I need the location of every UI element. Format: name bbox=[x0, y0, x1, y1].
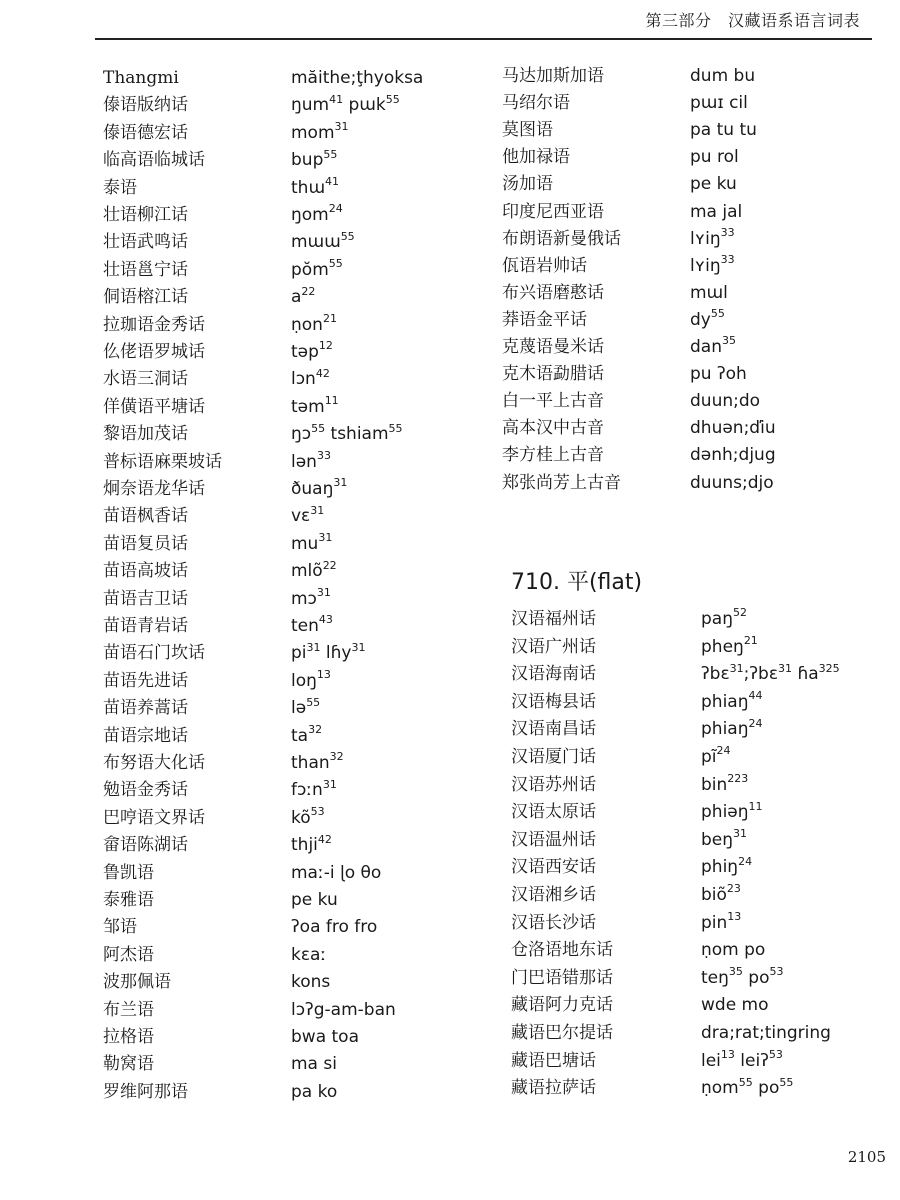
entry-pronunciation: thɯ$^{41}$ bbox=[291, 174, 339, 198]
entry-language: 泰雅语 bbox=[103, 890, 154, 910]
entry-language: 苗语石门坎话 bbox=[103, 643, 205, 664]
entry-language: 藏语拉萨话 bbox=[511, 1078, 596, 1099]
entry-language: 苗语宗地话 bbox=[103, 725, 188, 746]
entry-pronunciation: dum bu bbox=[690, 66, 756, 86]
entry-pronunciation: teŋ$^{35}$ $po^{53}$ bbox=[701, 965, 784, 988]
entry-pronunciation: pe ku bbox=[690, 174, 737, 195]
entry-pronunciation: lɔn$^{42}$ bbox=[291, 366, 330, 390]
entry-language: 门巴语错那话 bbox=[511, 967, 613, 988]
entry-pronunciation: wde mo bbox=[701, 995, 769, 1016]
entry-language: Thangmi bbox=[103, 68, 179, 88]
entry-language: 汉语长沙话 bbox=[511, 912, 596, 933]
entry-pronunciation: dhuən;ďiu bbox=[690, 418, 776, 439]
entry-language: 汉语西安话 bbox=[511, 857, 596, 878]
entry-language: 鲁凯语 bbox=[103, 862, 154, 883]
entry-language: 临高语临城话 bbox=[103, 150, 205, 171]
section-heading: 710. 平(flat) bbox=[511, 570, 643, 595]
entry-language: 汉语广州话 bbox=[511, 636, 596, 657]
entry-language: 克蔑语曼米话 bbox=[502, 337, 604, 357]
entry-language: 藏语阿力克话 bbox=[511, 995, 613, 1016]
entry-pronunciation: pŏm$^{55}$ bbox=[291, 257, 343, 280]
entry-pronunciation: pa ko bbox=[291, 1081, 338, 1102]
entry-pronunciation: ten$^{43}$ bbox=[291, 613, 333, 636]
entry-pronunciation: $pi^{31}$ lɦy$^{31}$ bbox=[291, 640, 366, 664]
entry-language: 巴哼语文界话 bbox=[103, 807, 205, 828]
entry-pronunciation: vɛ$^{31}$ bbox=[291, 503, 325, 527]
header-rule bbox=[95, 38, 872, 40]
entry-pronunciation: ṇom$^{55}$ $po^{55}$ bbox=[701, 1075, 794, 1099]
entry-pronunciation: pin$^{13}$ bbox=[701, 909, 742, 933]
entry-language: 印度尼西亚语 bbox=[502, 201, 604, 222]
entry-language: 布兰语 bbox=[103, 999, 154, 1020]
entry-language: 汉语南昌话 bbox=[511, 719, 596, 740]
entry-pronunciation: paŋ$^{52}$ bbox=[701, 606, 747, 629]
entry-language: 布朗语新曼俄话 bbox=[502, 228, 621, 249]
entry-language: 仫佬语罗城话 bbox=[103, 342, 205, 362]
entry-pronunciation: thji$^{42}$ bbox=[291, 832, 332, 856]
entry-language: 邹语 bbox=[103, 917, 137, 938]
entry-pronunciation: dra;rat;tingring bbox=[701, 1023, 831, 1043]
entry-language: 壮语邕宁话 bbox=[103, 259, 188, 280]
entry-language: 汉语厦门话 bbox=[511, 747, 596, 767]
entry-language: 汉语温州话 bbox=[511, 829, 596, 850]
entry-pronunciation: mɔ$^{31}$ bbox=[291, 585, 331, 609]
entry-pronunciation: duun;do bbox=[690, 391, 761, 412]
entry-pronunciation: pɯɪ cil bbox=[690, 93, 748, 114]
entry-language: 佯僙语平塘话 bbox=[103, 396, 205, 417]
entry-language: 苗语吉卫话 bbox=[103, 588, 188, 609]
entry-pronunciation: lʏiŋ$^{33}$ bbox=[690, 253, 735, 276]
entry-pronunciation: ʔbɛ$^{31}$;ʔbɛ$^{31}$ ɦa$^{325}$ bbox=[701, 661, 840, 685]
entry-pronunciation: bwa toa bbox=[291, 1027, 359, 1047]
entry-language: 勒窝语 bbox=[103, 1054, 154, 1075]
entry-language: 侗语榕江话 bbox=[103, 287, 188, 308]
entry-language: 马达加斯加语 bbox=[502, 66, 604, 86]
entry-pronunciation: $a^{22}$ bbox=[291, 284, 316, 308]
entry-pronunciation: ŋɔ$^{55}$ tshiam$^{55}$ bbox=[291, 421, 403, 445]
entry-pronunciation: pa tu tu bbox=[690, 120, 757, 141]
entry-language: 藏语巴尔提话 bbox=[511, 1023, 613, 1043]
entry-pronunciation: phiəŋ$^{11}$ bbox=[701, 799, 763, 823]
entry-language: 莽语金平话 bbox=[502, 309, 587, 330]
entry-pronunciation: ma si bbox=[291, 1054, 337, 1075]
entry-language: 傣语版纳话 bbox=[103, 95, 188, 116]
entry-pronunciation: təm$^{11}$ bbox=[291, 394, 339, 417]
entry-language: 克木语勐腊话 bbox=[502, 364, 604, 385]
entry-pronunciation: $ta^{32}$ bbox=[291, 722, 323, 746]
entry-pronunciation: fɔːn$^{31}$ bbox=[291, 777, 337, 801]
entry-pronunciation: măithe;ţhyoksa bbox=[291, 68, 424, 88]
entry-pronunciation: dan$^{35}$ bbox=[690, 334, 736, 357]
entry-language: 布努语大化话 bbox=[103, 753, 205, 773]
entry-language: 炯奈语龙华话 bbox=[103, 479, 205, 499]
entry-language: 阿杰语 bbox=[103, 944, 154, 965]
entry-language: 苗语复员话 bbox=[103, 533, 188, 554]
entry-pronunciation: phiaŋ$^{24}$ bbox=[701, 716, 763, 740]
entry-pronunciation: pheŋ$^{21}$ bbox=[701, 633, 758, 657]
entry-language: 苗语先进话 bbox=[103, 670, 188, 691]
entry-pronunciation: mɯl bbox=[690, 282, 728, 303]
entry-language: 汉语湘乡话 bbox=[511, 885, 596, 905]
entry-language: 仓洛语地东话 bbox=[511, 940, 613, 961]
entry-pronunciation: $mu^{31}$ bbox=[291, 531, 333, 554]
entry-language: 苗语高坡话 bbox=[103, 561, 188, 582]
entry-pronunciation: biõ$^{23}$ bbox=[701, 882, 741, 905]
entry-pronunciation: phiaŋ$^{44}$ bbox=[701, 689, 763, 712]
entry-language: 佤语岩帅话 bbox=[502, 255, 587, 276]
entry-language: 黎语加茂话 bbox=[103, 424, 188, 445]
entry-language: 拉格语 bbox=[103, 1027, 154, 1047]
entry-pronunciation: lə$^{55}$ bbox=[291, 695, 321, 719]
entry-language: 汉语海南话 bbox=[511, 664, 596, 685]
entry-pronunciation: lʏiŋ$^{33}$ bbox=[690, 225, 735, 249]
running-header: 第三部分 汉藏语系语言词表 bbox=[645, 11, 860, 30]
entry-language: 畲语陈湖话 bbox=[103, 835, 188, 856]
entry-pronunciation: loŋ$^{13}$ bbox=[291, 668, 331, 691]
entry-language: 勉语金秀话 bbox=[103, 780, 188, 801]
entry-pronunciation: təp$^{12}$ bbox=[291, 339, 333, 362]
entry-pronunciation: lən$^{33}$ bbox=[291, 448, 331, 472]
entry-language: 藏语巴塘话 bbox=[511, 1050, 596, 1071]
entry-language: 普标语麻栗坡话 bbox=[103, 451, 222, 472]
entry-pronunciation: ŋum$^{41}$ pɯk$^{55}$ bbox=[291, 92, 400, 116]
entry-language: 马绍尔语 bbox=[502, 93, 570, 114]
entry-pronunciation: than$^{32}$ bbox=[291, 750, 344, 773]
entry-pronunciation: $pĩ^{24}$ bbox=[701, 744, 731, 767]
entry-language: 汉语梅县话 bbox=[511, 691, 596, 712]
entry-language: 高本汉中古音 bbox=[502, 418, 604, 439]
entry-language: 水语三洞话 bbox=[103, 369, 188, 390]
entry-pronunciation: ma jal bbox=[690, 201, 743, 222]
entry-pronunciation: $kõ^{53}$ bbox=[291, 805, 325, 828]
entry-language: 苗语青岩话 bbox=[103, 616, 188, 636]
entry-pronunciation: ʔoa fro fro bbox=[291, 917, 378, 938]
entry-language: 汉语福州话 bbox=[511, 609, 596, 629]
entry-language: 白一平上古音 bbox=[502, 391, 604, 412]
entry-pronunciation: ŋom$^{24}$ bbox=[291, 202, 343, 225]
entry-pronunciation: mɯɯ$^{55}$ bbox=[291, 229, 355, 253]
entry-pronunciation: beŋ$^{31}$ bbox=[701, 827, 748, 850]
entry-language: 苗语枫香话 bbox=[103, 506, 188, 527]
page-number: 2105 bbox=[847, 1148, 886, 1166]
entry-language: 罗维阿那语 bbox=[103, 1081, 188, 1102]
entry-language: 李方桂上古音 bbox=[502, 445, 604, 466]
entry-pronunciation: kons bbox=[291, 972, 331, 993]
entry-pronunciation: ðuaŋ$^{31}$ bbox=[291, 476, 348, 499]
entry-pronunciation: mom$^{31}$ bbox=[291, 120, 349, 143]
entry-language: 傣语德宏话 bbox=[103, 122, 188, 143]
entry-language: 泰语 bbox=[103, 177, 137, 198]
entry-language: 郑张尚芳上古音 bbox=[502, 472, 621, 493]
entry-pronunciation: pe ku bbox=[291, 890, 338, 910]
entry-language: 拉珈语金秀话 bbox=[103, 314, 205, 335]
entry-language: 汉语苏州话 bbox=[511, 774, 596, 795]
entry-pronunciation: lɔʔg-am-ban bbox=[291, 999, 396, 1020]
entry-language: 他加禄语 bbox=[502, 147, 570, 168]
entry-pronunciation: kɛaː bbox=[291, 944, 327, 965]
entry-pronunciation: dənh;djug bbox=[690, 445, 776, 466]
entry-pronunciation: pu rol bbox=[690, 147, 739, 168]
entry-pronunciation: duuns;djo bbox=[690, 472, 774, 493]
entry-language: 壮语柳江话 bbox=[103, 205, 188, 225]
entry-pronunciation: lei$^{13}$ leiʔ$^{53}$ bbox=[701, 1047, 783, 1071]
entry-language: 波那佩语 bbox=[103, 972, 171, 993]
entry-pronunciation: bup$^{55}$ bbox=[291, 147, 338, 171]
entry-language: 苗语养蒿话 bbox=[103, 698, 188, 719]
entry-language: 莫图语 bbox=[502, 120, 553, 141]
entry-pronunciation: mlõ$^{22}$ bbox=[291, 558, 337, 582]
entry-language: 汉语太原话 bbox=[511, 802, 596, 823]
entry-pronunciation: $dy^{55}$ bbox=[690, 307, 725, 330]
entry-language: 布兴语磨憨话 bbox=[502, 282, 604, 303]
entry-pronunciation: ṇon$^{21}$ bbox=[291, 311, 337, 335]
entry-pronunciation: pu ʔoh bbox=[690, 364, 747, 385]
entry-pronunciation: phiŋ$^{24}$ bbox=[701, 854, 753, 878]
entry-pronunciation: maː-i ɭo θo bbox=[291, 862, 382, 883]
entry-pronunciation: bin$^{223}$ bbox=[701, 771, 749, 795]
entry-pronunciation: ṇom po bbox=[701, 940, 766, 961]
entry-language: 壮语武鸣话 bbox=[103, 232, 188, 253]
entry-language: 汤加语 bbox=[502, 174, 553, 195]
